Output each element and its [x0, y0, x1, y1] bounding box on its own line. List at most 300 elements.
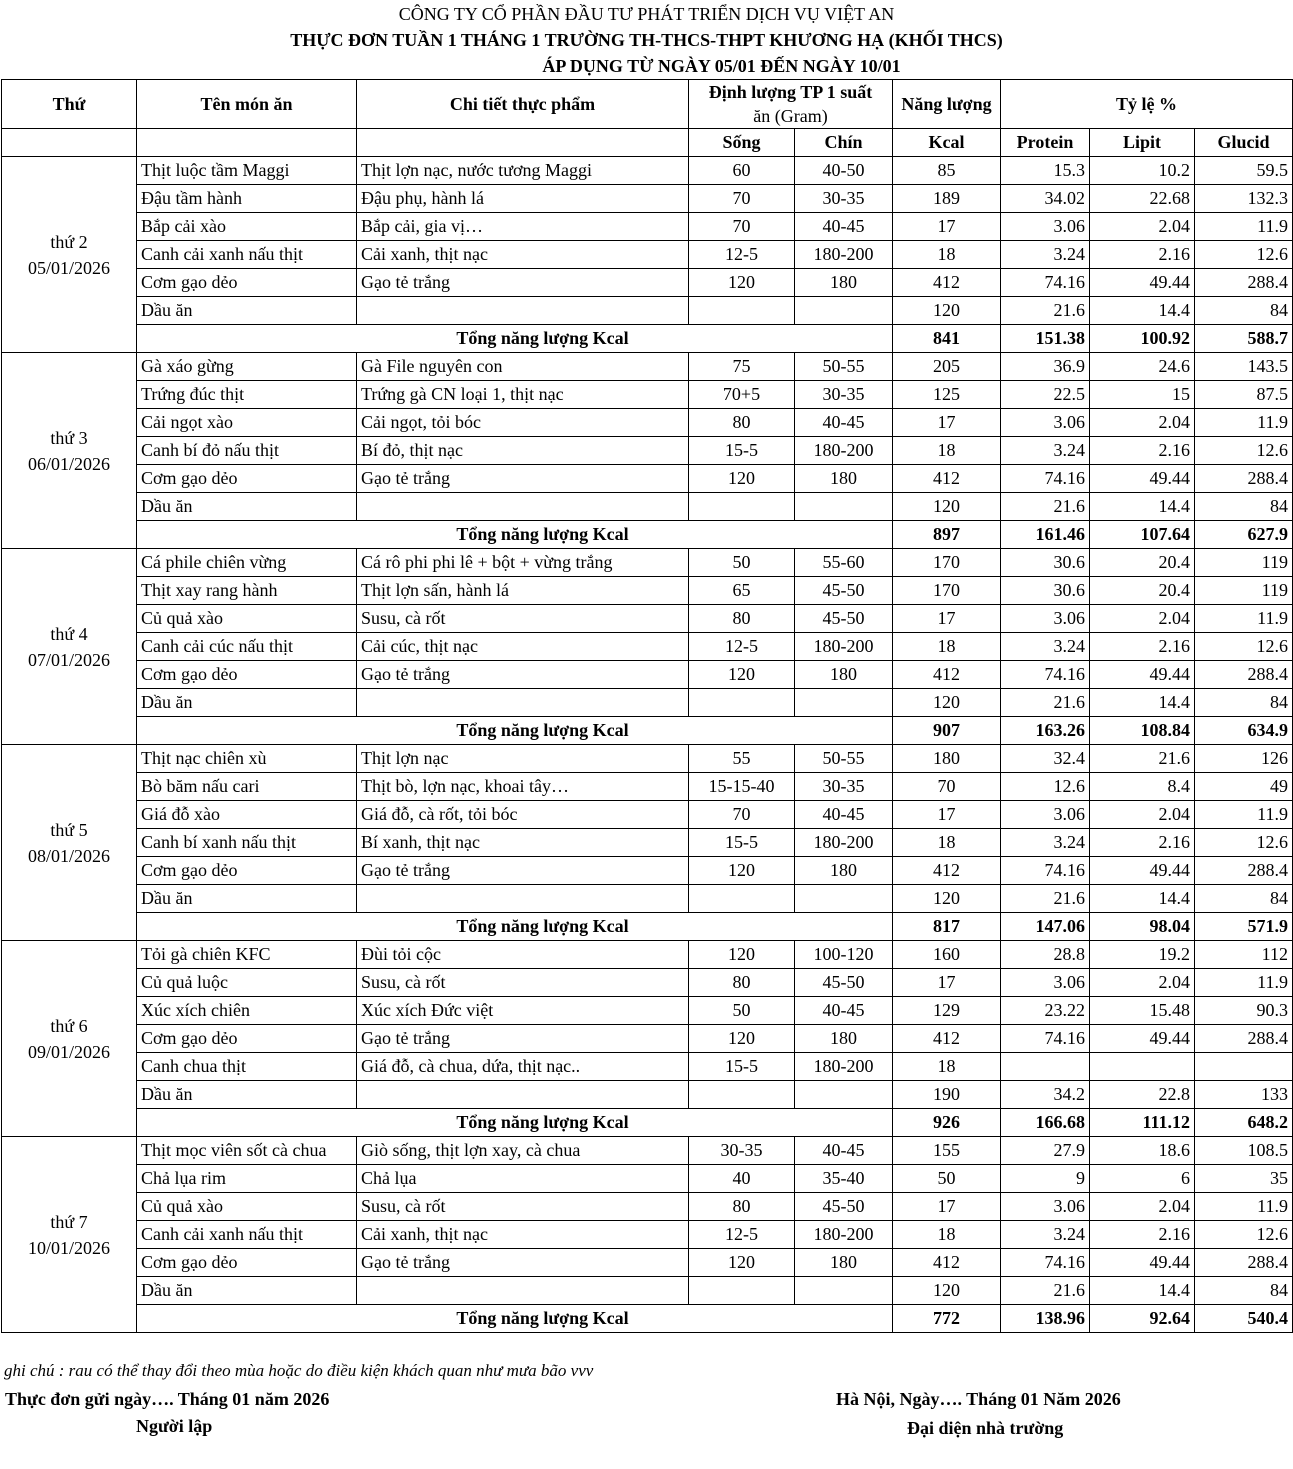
raw-weight: [689, 493, 795, 521]
total-lipit: 100.92: [1090, 325, 1195, 353]
glucid: 288.4: [1195, 269, 1293, 297]
dish-name: Dầu ăn: [137, 297, 357, 325]
day-date: 09/01/2026: [27, 1041, 110, 1062]
lipit: 49.44: [1090, 465, 1195, 493]
cooked-weight: 55-60: [795, 549, 893, 577]
col-chi-tiet: Chi tiết thực phẩm: [357, 80, 689, 129]
dish-name: Chả lụa rim: [137, 1165, 357, 1193]
protein: 3.24: [1001, 437, 1090, 465]
kcal: 120: [893, 1277, 1001, 1305]
col-ten-mon: Tên món ăn: [137, 80, 357, 129]
cooked-weight: 180-200: [795, 633, 893, 661]
dinh-luong-line2: ăn (Gram): [753, 106, 828, 126]
table-row: [2, 213, 1293, 241]
lipit: 2.16: [1090, 437, 1195, 465]
raw-weight: 120: [689, 465, 795, 493]
total-kcal: 817: [893, 913, 1001, 941]
total-protein: 138.96: [1001, 1305, 1090, 1333]
glucid: 133: [1195, 1081, 1293, 1109]
col-kcal: Kcal: [893, 129, 1001, 157]
cooked-weight: 40-45: [795, 801, 893, 829]
table-row: [2, 353, 1293, 381]
cooked-weight: 45-50: [795, 577, 893, 605]
ingredients: Gạo tẻ trắng: [357, 1025, 689, 1053]
glucid: 84: [1195, 689, 1293, 717]
kcal: 412: [893, 1249, 1001, 1277]
raw-weight: 65: [689, 577, 795, 605]
table-row: [2, 1249, 1293, 1277]
day-name: thứ 5: [50, 819, 88, 840]
ingredients: Cải xanh, thịt nạc: [357, 241, 689, 269]
dish-name: Dầu ăn: [137, 1081, 357, 1109]
total-row: [2, 913, 1293, 941]
ingredients: [357, 1081, 689, 1109]
total-glucid: 588.7: [1195, 325, 1293, 353]
kcal: 170: [893, 549, 1001, 577]
glucid: 12.6: [1195, 437, 1293, 465]
kcal: 70: [893, 773, 1001, 801]
dish-name: Dầu ăn: [137, 493, 357, 521]
dish-name: Cải ngọt xào: [137, 409, 357, 437]
day-cell: [2, 157, 137, 353]
cooked-weight: 40-45: [795, 997, 893, 1025]
lipit: 49.44: [1090, 1025, 1195, 1053]
total-kcal: 841: [893, 325, 1001, 353]
col-ty-le: Tỷ lệ %: [1001, 80, 1293, 129]
total-kcal: 907: [893, 717, 1001, 745]
cooked-weight: 40-45: [795, 213, 893, 241]
table-row: [2, 185, 1293, 213]
protein: 74.16: [1001, 1025, 1090, 1053]
cooked-weight: 180-200: [795, 1053, 893, 1081]
cooked-weight: 35-40: [795, 1165, 893, 1193]
cooked-weight: 180: [795, 1025, 893, 1053]
glucid: 288.4: [1195, 465, 1293, 493]
protein: 3.06: [1001, 409, 1090, 437]
lipit: 49.44: [1090, 269, 1195, 297]
kcal: 120: [893, 297, 1001, 325]
dish-name: Thịt nạc chiên xù: [137, 745, 357, 773]
protein: 3.24: [1001, 633, 1090, 661]
total-lipit: 111.12: [1090, 1109, 1195, 1137]
lipit: 10.2: [1090, 157, 1195, 185]
protein: 74.16: [1001, 661, 1090, 689]
glucid: 143.5: [1195, 353, 1293, 381]
dish-name: Củ quả xào: [137, 605, 357, 633]
kcal: 155: [893, 1137, 1001, 1165]
total-row: [2, 717, 1293, 745]
kcal: 412: [893, 1025, 1001, 1053]
dish-name: Dầu ăn: [137, 689, 357, 717]
protein: 74.16: [1001, 465, 1090, 493]
table-row: [2, 605, 1293, 633]
kcal: 50: [893, 1165, 1001, 1193]
glucid: 288.4: [1195, 857, 1293, 885]
total-label: Tổng năng lượng Kcal: [137, 521, 893, 549]
glucid: 11.9: [1195, 801, 1293, 829]
lipit: 14.4: [1090, 493, 1195, 521]
raw-weight: 120: [689, 941, 795, 969]
cooked-weight: 180-200: [795, 437, 893, 465]
protein: 3.24: [1001, 829, 1090, 857]
glucid: 11.9: [1195, 605, 1293, 633]
lipit: 2.04: [1090, 969, 1195, 997]
kcal: 18: [893, 633, 1001, 661]
dish-name: Cơm gạo dẻo: [137, 465, 357, 493]
raw-weight: 12-5: [689, 241, 795, 269]
table-row: [2, 745, 1293, 773]
dish-name: Cơm gạo dẻo: [137, 857, 357, 885]
total-row: [2, 325, 1293, 353]
cooked-weight: 180-200: [795, 241, 893, 269]
ingredients: Susu, cà rốt: [357, 1193, 689, 1221]
raw-weight: [689, 1081, 795, 1109]
col-lipit: Lipit: [1090, 129, 1195, 157]
dish-name: Bắp cải xào: [137, 213, 357, 241]
kcal: 170: [893, 577, 1001, 605]
raw-weight: [689, 689, 795, 717]
dish-name: Cá phile chiên vừng: [137, 549, 357, 577]
lipit: 2.16: [1090, 241, 1195, 269]
kcal: 205: [893, 353, 1001, 381]
table-row: [2, 241, 1293, 269]
glucid: 288.4: [1195, 1249, 1293, 1277]
day-name: thứ 2: [50, 231, 88, 252]
day-cell: [2, 1137, 137, 1333]
total-row: [2, 521, 1293, 549]
lipit: 20.4: [1090, 577, 1195, 605]
ingredients: Thịt lợn nạc: [357, 745, 689, 773]
day-cell: [2, 353, 137, 549]
raw-weight: 120: [689, 269, 795, 297]
table-row: [2, 885, 1293, 913]
ingredients: Cá rô phi phi lê + bột + vừng trắng: [357, 549, 689, 577]
table-row: [2, 857, 1293, 885]
cooked-weight: 180: [795, 857, 893, 885]
cooked-weight: 180-200: [795, 829, 893, 857]
lipit: 18.6: [1090, 1137, 1195, 1165]
ingredients: Gạo tẻ trắng: [357, 269, 689, 297]
cooked-weight: 30-35: [795, 381, 893, 409]
dish-name: Củ quả xào: [137, 1193, 357, 1221]
glucid: 11.9: [1195, 409, 1293, 437]
raw-weight: 120: [689, 1025, 795, 1053]
glucid: 35: [1195, 1165, 1293, 1193]
place-date: Hà Nội, Ngày…. Tháng 01 Năm 2026: [836, 1389, 1121, 1409]
protein: 3.06: [1001, 969, 1090, 997]
kcal: 17: [893, 605, 1001, 633]
col-nang-luong: Năng lượng: [893, 80, 1001, 129]
lipit: 20.4: [1090, 549, 1195, 577]
dish-name: Canh cải xanh nấu thịt: [137, 1221, 357, 1249]
cooked-weight: [795, 1277, 893, 1305]
cooked-weight: 45-50: [795, 1193, 893, 1221]
creator-label: Người lập: [136, 1416, 213, 1436]
total-label: Tổng năng lượng Kcal: [137, 325, 893, 353]
lipit: 2.04: [1090, 1193, 1195, 1221]
protein: 30.6: [1001, 577, 1090, 605]
kcal: 85: [893, 157, 1001, 185]
dish-name: Gà xáo gừng: [137, 353, 357, 381]
protein: 3.06: [1001, 605, 1090, 633]
ingredients: Giá đỗ, cà chua, dứa, thịt nạc..: [357, 1053, 689, 1081]
lipit: 49.44: [1090, 1249, 1195, 1277]
total-lipit: 92.64: [1090, 1305, 1195, 1333]
dish-name: Dầu ăn: [137, 885, 357, 913]
dish-name: Bò băm nấu cari: [137, 773, 357, 801]
ingredients: Đùi tỏi cộc: [357, 941, 689, 969]
total-kcal: 772: [893, 1305, 1001, 1333]
cooked-weight: 100-120: [795, 941, 893, 969]
protein: [1001, 1053, 1090, 1081]
kcal: 189: [893, 185, 1001, 213]
cooked-weight: 45-50: [795, 969, 893, 997]
ingredients: Thịt lợn nạc, nước tương Maggi: [357, 157, 689, 185]
lipit: 2.04: [1090, 409, 1195, 437]
ingredients: Cải cúc, thịt nạc: [357, 633, 689, 661]
protein: 3.24: [1001, 241, 1090, 269]
lipit: 2.16: [1090, 1221, 1195, 1249]
table-row: [2, 1025, 1293, 1053]
ingredients: [357, 1277, 689, 1305]
col-chin: Chín: [795, 129, 893, 157]
total-glucid: 627.9: [1195, 521, 1293, 549]
kcal: 190: [893, 1081, 1001, 1109]
table-row: [2, 1277, 1293, 1305]
cooked-weight: [795, 493, 893, 521]
day-date: 08/01/2026: [27, 845, 110, 866]
cooked-weight: [795, 885, 893, 913]
raw-weight: 15-5: [689, 1053, 795, 1081]
table-row: [2, 969, 1293, 997]
table-row: [2, 493, 1293, 521]
lipit: 19.2: [1090, 941, 1195, 969]
cooked-weight: [795, 1081, 893, 1109]
table-row: [2, 773, 1293, 801]
ingredients: Bắp cải, gia vị…: [357, 213, 689, 241]
day-cell: [2, 745, 137, 941]
cooked-weight: 180: [795, 269, 893, 297]
raw-weight: 60: [689, 157, 795, 185]
table-row: [2, 269, 1293, 297]
kcal: 120: [893, 493, 1001, 521]
table-row: [2, 1053, 1293, 1081]
day-name: thứ 6: [50, 1015, 88, 1036]
lipit: 2.04: [1090, 605, 1195, 633]
raw-weight: 15-15-40: [689, 773, 795, 801]
table-row: [2, 1165, 1293, 1193]
total-row: [2, 1305, 1293, 1333]
dish-name: Canh cải xanh nấu thịt: [137, 241, 357, 269]
table-row: [2, 437, 1293, 465]
protein: 22.5: [1001, 381, 1090, 409]
total-glucid: 540.4: [1195, 1305, 1293, 1333]
raw-weight: 80: [689, 409, 795, 437]
lipit: 22.8: [1090, 1081, 1195, 1109]
raw-weight: 15-5: [689, 829, 795, 857]
raw-weight: [689, 885, 795, 913]
dish-name: Thịt xay rang hành: [137, 577, 357, 605]
cooked-weight: [795, 689, 893, 717]
dish-name: Tỏi gà chiên KFC: [137, 941, 357, 969]
glucid: 126: [1195, 745, 1293, 773]
kcal: 120: [893, 689, 1001, 717]
cooked-weight: 180-200: [795, 1221, 893, 1249]
kcal: 120: [893, 885, 1001, 913]
glucid: 11.9: [1195, 1193, 1293, 1221]
total-kcal: 897: [893, 521, 1001, 549]
lipit: 21.6: [1090, 745, 1195, 773]
ingredients: Gạo tẻ trắng: [357, 465, 689, 493]
ingredients: Susu, cà rốt: [357, 969, 689, 997]
glucid: 12.6: [1195, 829, 1293, 857]
protein: 21.6: [1001, 689, 1090, 717]
kcal: 18: [893, 829, 1001, 857]
ingredients: Thịt lợn sấn, hành lá: [357, 577, 689, 605]
ingredients: Cải ngọt, tỏi bóc: [357, 409, 689, 437]
protein: 74.16: [1001, 1249, 1090, 1277]
dish-name: Cơm gạo dẻo: [137, 661, 357, 689]
kcal: 412: [893, 857, 1001, 885]
dish-name: Thịt mọc viên sốt cà chua: [137, 1137, 357, 1165]
total-protein: 147.06: [1001, 913, 1090, 941]
raw-weight: 15-5: [689, 437, 795, 465]
lipit: 2.04: [1090, 801, 1195, 829]
kcal: 412: [893, 661, 1001, 689]
raw-weight: 70+5: [689, 381, 795, 409]
total-glucid: 634.9: [1195, 717, 1293, 745]
raw-weight: 30-35: [689, 1137, 795, 1165]
glucid: 112: [1195, 941, 1293, 969]
menu-title: THỰC ĐƠN TUẦN 1 THÁNG 1 TRƯỜNG TH-THCS-THPT KHƯƠNG HẠ (KHỐI THCS): [290, 30, 1003, 50]
day-date: 05/01/2026: [27, 257, 110, 278]
kcal: 18: [893, 1221, 1001, 1249]
lipit: 2.16: [1090, 829, 1195, 857]
ingredients: Giá đỗ, cà rốt, tỏi bóc: [357, 801, 689, 829]
protein: 34.02: [1001, 185, 1090, 213]
dish-name: Canh chua thịt: [137, 1053, 357, 1081]
table-row: [2, 1137, 1293, 1165]
ingredients: [357, 885, 689, 913]
dish-name: Canh cải cúc nấu thịt: [137, 633, 357, 661]
kcal: 129: [893, 997, 1001, 1025]
raw-weight: 55: [689, 745, 795, 773]
raw-weight: 80: [689, 969, 795, 997]
day-date: 10/01/2026: [27, 1237, 110, 1258]
col-glucid: Glucid: [1195, 129, 1293, 157]
raw-weight: [689, 1277, 795, 1305]
glucid: 84: [1195, 493, 1293, 521]
ingredients: [357, 689, 689, 717]
table-row: [2, 465, 1293, 493]
day-name: thứ 7: [50, 1211, 88, 1232]
raw-weight: 12-5: [689, 1221, 795, 1249]
table-row: [2, 661, 1293, 689]
dinh-luong-line1: Định lượng TP 1 suất: [708, 82, 873, 102]
dish-name: Canh bí đỏ nấu thịt: [137, 437, 357, 465]
glucid: 59.5: [1195, 157, 1293, 185]
protein: 3.24: [1001, 1221, 1090, 1249]
ingredients: Bí đỏ, thịt nạc: [357, 437, 689, 465]
dish-name: Giá đỗ xào: [137, 801, 357, 829]
dish-name: Cơm gạo dẻo: [137, 1249, 357, 1277]
total-kcal: 926: [893, 1109, 1001, 1137]
glucid: 288.4: [1195, 661, 1293, 689]
dish-name: Thịt luộc tầm Maggi: [137, 157, 357, 185]
glucid: 84: [1195, 885, 1293, 913]
glucid: 119: [1195, 577, 1293, 605]
lipit: 2.16: [1090, 633, 1195, 661]
kcal: 18: [893, 437, 1001, 465]
protein: 32.4: [1001, 745, 1090, 773]
glucid: 11.9: [1195, 213, 1293, 241]
raw-weight: 70: [689, 185, 795, 213]
cooked-weight: 50-55: [795, 353, 893, 381]
protein: 30.6: [1001, 549, 1090, 577]
kcal: 17: [893, 969, 1001, 997]
menu-body: [2, 157, 1293, 1333]
kcal: 160: [893, 941, 1001, 969]
table-row: [2, 297, 1293, 325]
total-protein: 163.26: [1001, 717, 1090, 745]
protein: 23.22: [1001, 997, 1090, 1025]
lipit: 14.4: [1090, 1277, 1195, 1305]
ingredients: Giò sống, thịt lợn xay, cà chua: [357, 1137, 689, 1165]
cooked-weight: 45-50: [795, 605, 893, 633]
table-row: [2, 801, 1293, 829]
glucid: 90.3: [1195, 997, 1293, 1025]
protein: 12.6: [1001, 773, 1090, 801]
total-glucid: 648.2: [1195, 1109, 1293, 1137]
glucid: [1195, 1053, 1293, 1081]
glucid: 119: [1195, 549, 1293, 577]
protein: 3.06: [1001, 801, 1090, 829]
table-row: [2, 633, 1293, 661]
glucid: 108.5: [1195, 1137, 1293, 1165]
raw-weight: 12-5: [689, 633, 795, 661]
glucid: 132.3: [1195, 185, 1293, 213]
dish-name: Đậu tầm hành: [137, 185, 357, 213]
protein: 21.6: [1001, 297, 1090, 325]
glucid: 288.4: [1195, 1025, 1293, 1053]
menu-table: [1, 79, 1293, 1333]
table-row: [2, 1193, 1293, 1221]
col-thu: Thứ: [2, 80, 137, 129]
glucid: 87.5: [1195, 381, 1293, 409]
table-row: [2, 689, 1293, 717]
dish-name: Củ quả luộc: [137, 969, 357, 997]
footer-note: ghi chú : rau có thể thay đổi theo mùa hoặc do điều kiện khách quan như mưa bão vvv: [4, 1361, 594, 1380]
protein: 21.6: [1001, 1277, 1090, 1305]
kcal: 125: [893, 381, 1001, 409]
ingredients: [357, 493, 689, 521]
total-label: Tổng năng lượng Kcal: [137, 717, 893, 745]
cooked-weight: 30-35: [795, 185, 893, 213]
ingredients: Cải xanh, thịt nạc: [357, 1221, 689, 1249]
raw-weight: 70: [689, 213, 795, 241]
col-song: Sống: [689, 129, 795, 157]
glucid: 12.6: [1195, 241, 1293, 269]
ingredients: Gạo tẻ trắng: [357, 1249, 689, 1277]
ingredients: Chả lụa: [357, 1165, 689, 1193]
company-name: CÔNG TY CỔ PHẦN ĐẦU TƯ PHÁT TRIỂN DỊCH VỤ VIỆT AN: [398, 4, 895, 24]
protein: 74.16: [1001, 857, 1090, 885]
ingredients: Gà File nguyên con: [357, 353, 689, 381]
total-row: [2, 1109, 1293, 1137]
ingredients: Đậu phụ, hành lá: [357, 185, 689, 213]
cooked-weight: 30-35: [795, 773, 893, 801]
kcal: 17: [893, 409, 1001, 437]
